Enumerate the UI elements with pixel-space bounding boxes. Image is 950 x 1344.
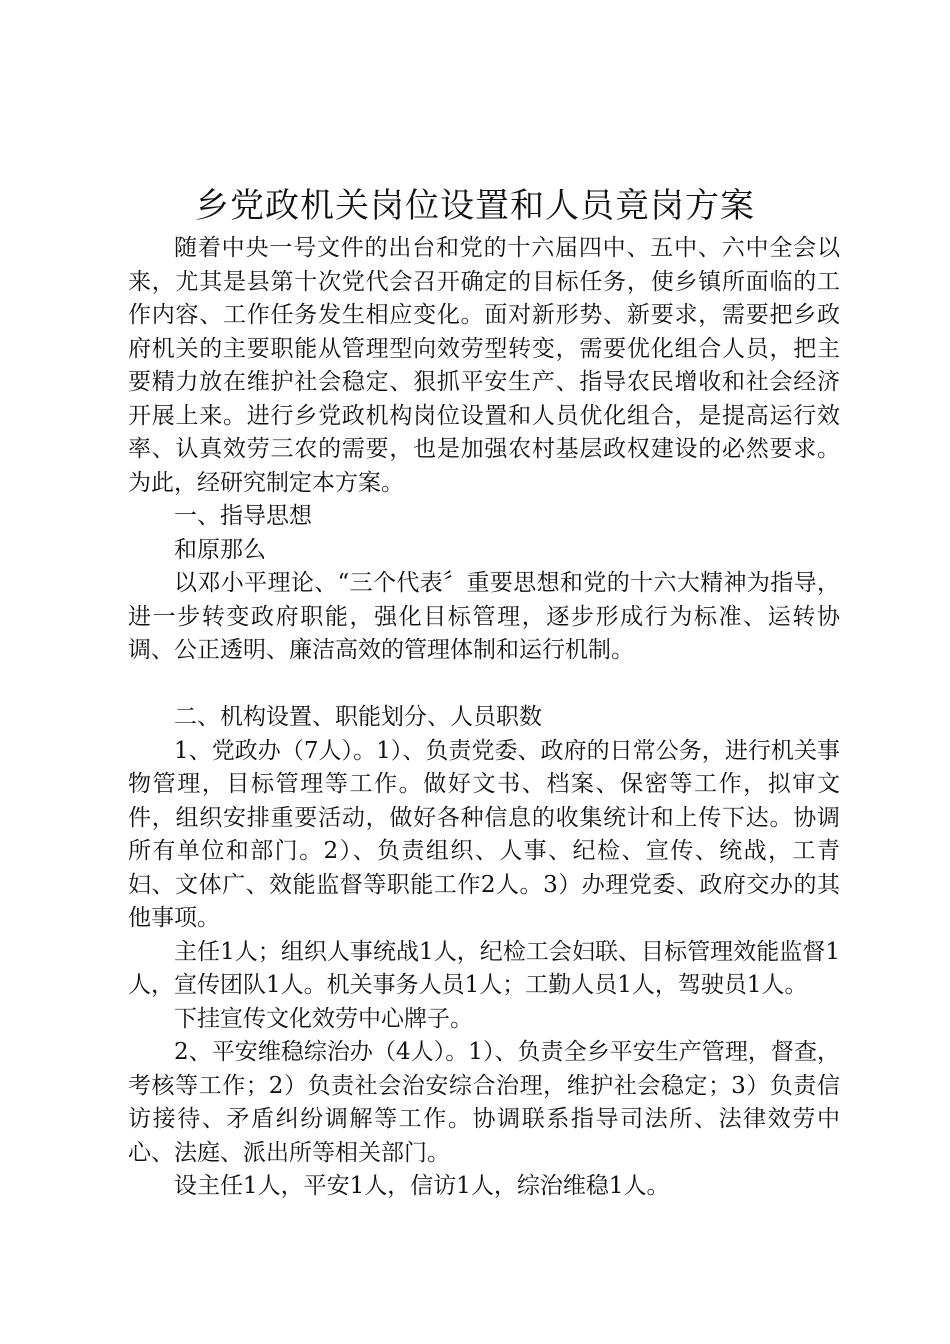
section-heading-guiding-thought: 一、指导思想 bbox=[174, 503, 312, 529]
paragraph-safety-office-staff: 设主任1人，平安1人，信访1人，综治维稳1人。 bbox=[174, 1173, 670, 1199]
paragraph-intro: 随着中央一号文件的出台和党的十六届四中、五中、六中全会以来，尤其是县第十次党代会召开确定的目标任务，使乡镇所面临的工作内容、工作任务发生相应变化。面对新形势、新要求，需要把乡政府机关的主要职能从管理型向效劳型转变，需要优化组合人员，把主要精力放在维护社会稳定、狠抓平安生产、指导农民增收和社会经济开展上来。进行乡党政机构岗位设置和人员优化组合，是提高运行效率、认真效劳三农的需要，也是加强农村基层政权建设的必然要求。为此，经研究制定本方案。 bbox=[128, 235, 840, 496]
paragraph-principles-label: 和原那么 bbox=[174, 536, 266, 563]
paragraph-guiding-principles: 以邓小平理论、“三个代表〞重要思想和党的十六大精神为指导，进一步转变政府职能，强化目标管理，逐步形成行为标准、运转协调、公正透明、廉洁高效的管理体制和运行机制。 bbox=[128, 570, 840, 663]
paragraph-safety-office: 2、平安维稳综治办（4人）。1）、负责全乡平安生产管理，督查，考核等工作；2）负责社会治安综合治理，维护社会稳定；3）负责信访接待、矛盾纠纷调解等工作。协调联系指导司法所、法律效劳中心、法庭、派出所等相关部门。 bbox=[128, 1039, 840, 1166]
paragraph-party-office: 1、党政办（7人）。1）、负责党委、政府的日常公务，进行机关事物管理，目标管理等工作。做好文书、档案、保密等工作，拟审文件，组织安排重要活动，做好各种信息的收集统计和上传下达。协调所有单位和部门。2）、负责组织、人事、纪检、宣传、统战，工青妇、文体广、效能监督等职能工作2人。3）办理党委、政府交办的其他事项。 bbox=[128, 737, 840, 931]
document-title: 乡党政机关岗位设置和人员竟岗方案 bbox=[195, 186, 755, 226]
section-heading-organization: 二、机构设置、职能划分、人员职数 bbox=[174, 704, 542, 730]
blank-line bbox=[128, 668, 840, 702]
document-body bbox=[128, 232, 840, 1204]
paragraph-publicity-center: 下挂宣传文化效劳中心牌子。 bbox=[174, 1005, 473, 1032]
paragraph-party-office-staff: 主任1人；组织人事统战1人，纪检工会妇联、目标管理效能监督1人，宣传团队1人。机关事务人员1人；工勤人员1人，驾驶员1人。 bbox=[128, 938, 840, 998]
